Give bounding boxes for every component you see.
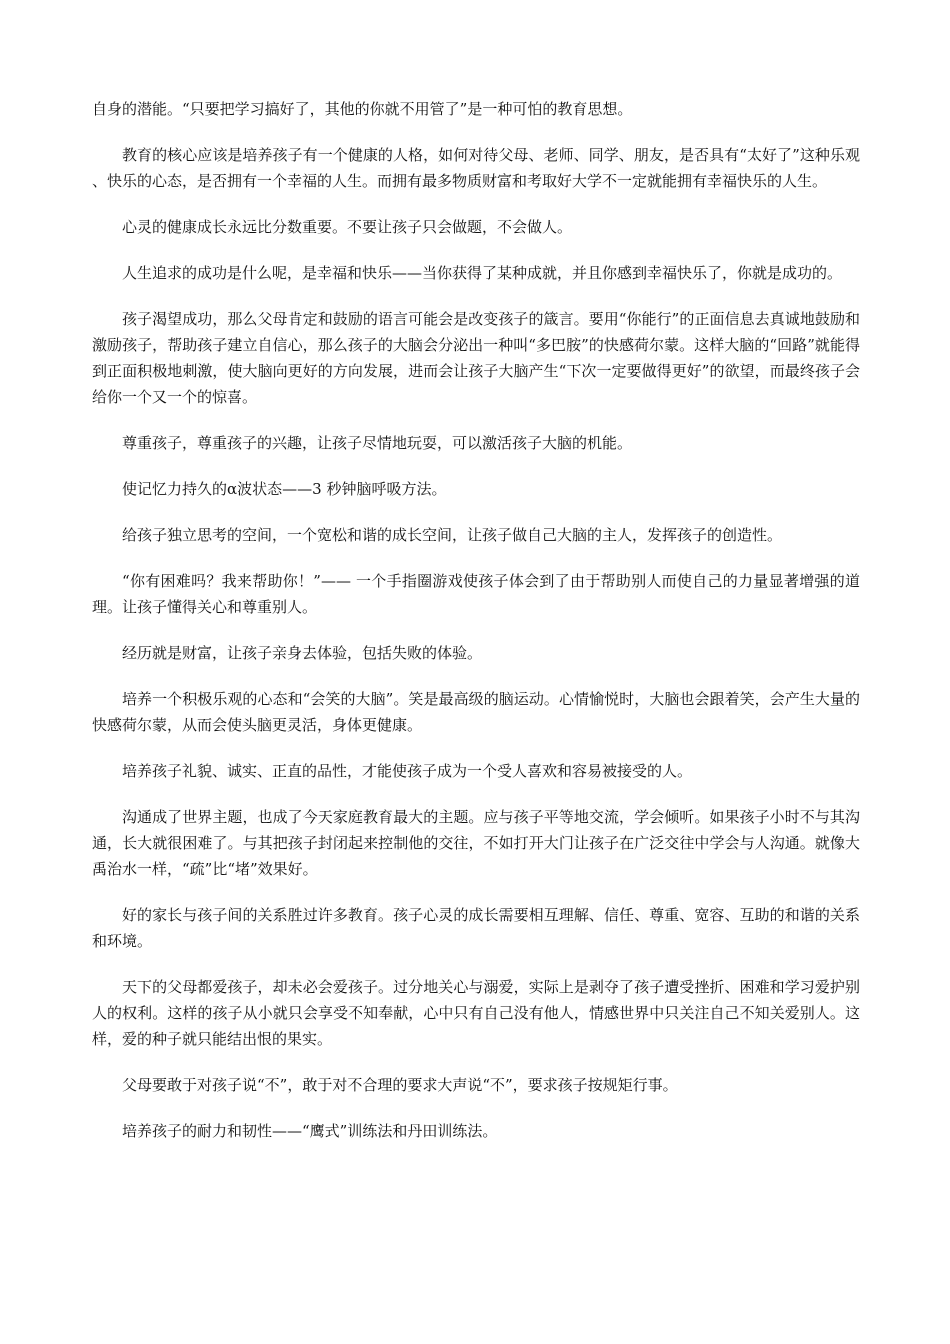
- paragraph: 培养孩子的耐力和韧性——“鹰式”训练法和丹田训练法。: [122, 1122, 498, 1140]
- paragraph: 人生追求的成功是什么呢，是幸福和快乐——当你获得了某种成就，并且你感到幸福快乐了，你就是成功的。: [122, 264, 843, 282]
- paragraph: 尊重孩子，尊重孩子的兴趣，让孩子尽情地玩耍，可以激活孩子大脑的机能。: [122, 434, 633, 452]
- paragraph: 好的家长与孩子间的关系胜过许多教育。孩子心灵的成长需要相互理解、信任、尊重、宽容、互助的和谐的关系和环境。: [92, 906, 860, 950]
- document-page: [92, 96, 860, 1164]
- paragraph: 培养孩子礼貌、诚实、正直的品性，才能使孩子成为一个受人喜欢和容易被接受的人。: [122, 762, 693, 780]
- paragraph: 教育的核心应该是培养孩子有一个健康的人格，如何对待父母、老师、同学、朋友，是否具有“太好了”这种乐观、快乐的心态，是否拥有一个幸福的人生。而拥有最多物质财富和考取好大学不一定就能拥有幸福快乐的人生。: [92, 146, 860, 190]
- paragraph: 使记忆力持久的α波状态——3 秒钟脑呼吸方法。: [122, 480, 447, 498]
- paragraph: 天下的父母都爱孩子，却未必会爱孩子。过分地关心与溺爱，实际上是剥夺了孩子遭受挫折、困难和学习爱护别人的权利。这样的孩子从小就只会享受不知奉献，心中只有自己没有他人，情感世界中只关注自己不知关爱别人。这样，爱的种子就只能结出恨的果实。: [92, 978, 860, 1048]
- paragraph: 给孩子独立思考的空间，一个宽松和谐的成长空间，让孩子做自己大脑的主人，发挥孩子的创造性。: [122, 526, 783, 544]
- paragraph: “你有困难吗？我来帮助你！”—— 一个手指圈游戏使孩子体会到了由于帮助别人而使自己的力量显著增强的道理。让孩子懂得关心和尊重别人。: [92, 572, 860, 616]
- paragraph: 孩子渴望成功，那么父母肯定和鼓励的语言可能会是改变孩子的箴言。要用“你能行”的正面信息去真诚地鼓励和激励孩子，帮助孩子建立自信心，那么孩子的大脑会分泌出一种叫“多巴胺”的快感荷尔蒙。这样大脑的“回路”就能得到正面积极地刺激，使大脑向更好的方向发展，进而会让孩子大脑产生“下次一定要做得更好”的欲望，而最终孩子会给你一个又一个的惊喜。: [92, 310, 860, 406]
- paragraph: 沟通成了世界主题，也成了今天家庭教育最大的主题。应与孩子平等地交流，学会倾听。如果孩子小时不与其沟通，长大就很困难了。与其把孩子封闭起来控制他的交往，不如打开大门让孩子在广泛交往中学会与人沟通。就像大禹治水一样，“疏”比“堵”效果好。: [92, 808, 860, 878]
- paragraph-continued: 自身的潜能。“只要把学习搞好了，其他的你就不用管了”是一种可怕的教育思想。: [92, 100, 633, 118]
- paragraph: 培养一个积极乐观的心态和“会笑的大脑”。笑是最高级的脑运动。心情愉悦时，大脑也会跟着笑，会产生大量的快感荷尔蒙，从而会使头脑更灵活，身体更健康。: [92, 690, 860, 734]
- paragraph: 经历就是财富，让孩子亲身去体验，包括失败的体验。: [122, 644, 483, 662]
- paragraph: 父母要敢于对孩子说“不”，敢于对不合理的要求大声说“不”，要求孩子按规矩行事。: [122, 1076, 678, 1094]
- paragraph: 心灵的健康成长永远比分数重要。不要让孩子只会做题，不会做人。: [122, 218, 573, 236]
